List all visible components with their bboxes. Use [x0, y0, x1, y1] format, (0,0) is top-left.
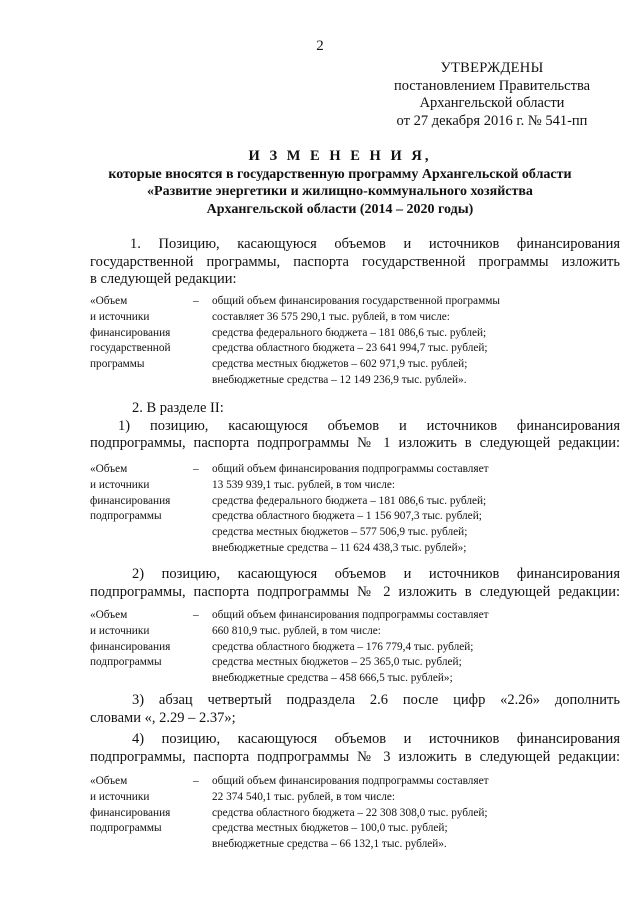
title-heading: И З М Е Н Е Н И Я, — [248, 148, 432, 164]
table-label: «Объем и источники финансирования подпрограммы — [90, 609, 171, 669]
sub-item-2-paragraph — [90, 566, 620, 601]
approval-header: УТВЕРЖДЕНЫ — [440, 60, 544, 76]
table-values: общий объем финансирования подпрограммы составляет 660 810,9 тыс. рублей, в том числе: средства областного бюджета – 176 779,4 тыс. рублей; средства местных бюджетов – 25 365,0 тыс. рублей; внебюджетные средства – 458 666,5 тыс. рублей»; — [212, 609, 489, 685]
paragraph-line: подпрограммы, паспорта подпрограммы № 2 изложить в следующей редакции: — [90, 583, 620, 600]
page-number: 2 — [316, 38, 324, 54]
sub-item-3-paragraph — [90, 692, 620, 727]
table-values: общий объем финансирования подпрограммы составляет 22 374 540,1 тыс. рублей, в том числе: средства областного бюджета – 22 308 308,0 тыс. рублей; средства местных бюджетов – 100,0 тыс. рублей; внебюджетные средства – 66 132,1 тыс. рублей». — [212, 775, 489, 851]
paragraph-line: государственной программы, паспорта государственной программы изложить — [90, 253, 620, 270]
paragraph-line: подпрограммы, паспорта подпрограммы № 3 изложить в следующей редакции: — [90, 748, 620, 765]
approval-line: постановлением Правительства — [393, 77, 591, 94]
title-line: которые вносятся в государственную программу Архангельской области — [108, 166, 572, 182]
title-line: «Развитие энергетики и жилищно-коммунального хозяйства — [147, 184, 533, 199]
table-dash: – — [193, 609, 199, 621]
table-dash: – — [193, 775, 199, 787]
item-2-paragraph — [90, 400, 620, 453]
paragraph-line: в следующей редакции: — [90, 271, 237, 287]
table-values: общий объем финансирования подпрограммы составляет 13 539 939,1 тыс. рублей, в том числе: средства федерального бюджета – 181 086,6 тыс. рублей; средства областного бюджета – 1 156 907,3 тыс. рублей; средства местных бюджетов – 577 506,9 тыс. рублей; внебюджетные средства – 11 624 438,3 тыс. рублей»; — [212, 463, 489, 554]
table-label: «Объем и источники финансирования подпрограммы — [90, 463, 171, 523]
table-values: общий объем финансирования государственной программы составляет 36 575 290,1 тыс. рублей, в том числе: средства федерального бюджета – 181 086,6 тыс. рублей; средства областного бюджета – 23 641 994,7 тыс. рублей; средства местных бюджетов – 602 971,9 тыс. рублей; внебюджетные средства – 12 149 236,9 тыс. рублей». — [212, 295, 500, 386]
item-1-paragraph — [90, 236, 620, 289]
approval-line: Архангельской области — [419, 95, 565, 111]
approval-stamp — [372, 60, 612, 130]
paragraph-line: 4) позицию, касающуюся объемов и источников финансирования — [132, 731, 620, 747]
paragraph-line: 2) позицию, касающуюся объемов и источников финансирования — [132, 566, 620, 582]
paragraph-line: 1. Позицию, касающуюся объемов и источников финансирования — [130, 236, 620, 252]
table-dash: – — [193, 463, 199, 475]
sub-item-4-paragraph — [90, 731, 620, 766]
paragraph-line: 1) позицию, касающуюся объемов и источников финансирования — [118, 417, 620, 434]
paragraph-line: подпрограммы, паспорта подпрограммы № 1 изложить в следующей редакции: — [90, 435, 620, 451]
approval-line: от 27 декабря 2016 г. № 541-пп — [396, 112, 588, 129]
paragraph-line: словами «, 2.29 – 2.37»; — [90, 709, 236, 726]
document-title — [60, 148, 620, 218]
title-line: Архангельской области (2014 – 2020 годы) — [206, 201, 474, 217]
paragraph-line: 3) абзац четвертый подраздела 2.6 после цифр «2.26» дополнить — [132, 692, 620, 708]
section-heading: 2. В разделе II: — [132, 400, 224, 416]
table-dash: – — [193, 295, 199, 307]
table-label: «Объем и источники финансирования государственной программы — [90, 295, 171, 371]
table-label: «Объем и источники финансирования подпрограммы — [90, 775, 171, 835]
